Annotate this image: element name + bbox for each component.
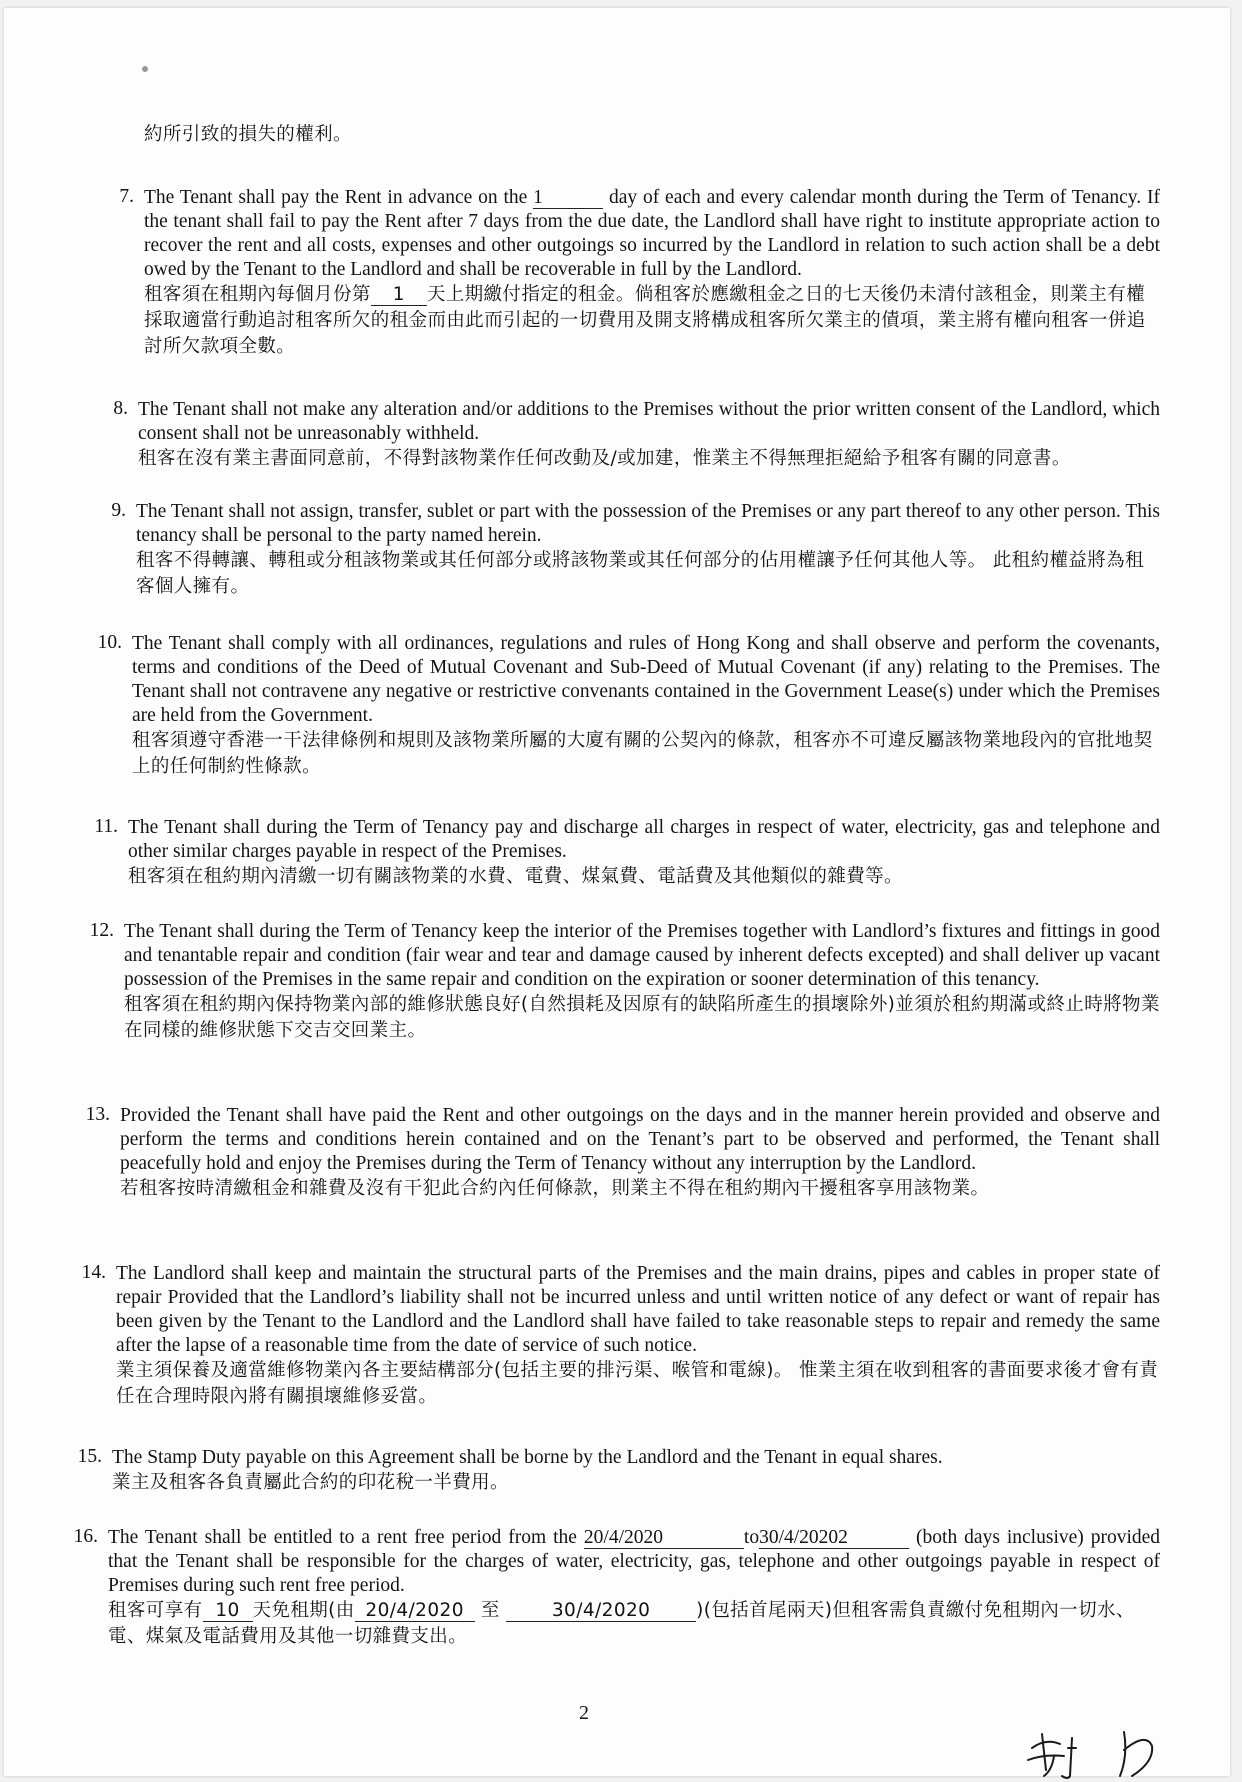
clause-english: The Tenant shall comply with all ordinances, regulations and rules of Hong Kong and shall observe and perform the covenants, terms and conditions of the Deed of Mutual Covenant and Sub-Deed of Mutual Covenant (if any) relating to the Premises. The Tenant shall not contravene any negative or restrictive convenants contained in the Government Lease(s) under which the Premises are held from the Government. [132, 633, 1160, 726]
clause-number: 13. [85, 1104, 110, 1125]
clause-12 [89, 920, 1160, 1044]
intro-continuation: 約所引致的損失的權利。 [144, 124, 352, 145]
clause-chinese: 租客須遵守香港一干法律條例和規則及該物業所屬的大廈有關的公契內的條款，租客亦不可違反屬該物業地段內的官批地契上的任何制約性條款。 [132, 730, 1153, 777]
signature-mark [1024, 1726, 1184, 1782]
clause-chinese: 業主須保養及適當維修物業內各主要結構部分(包括主要的排污渠、喉管和電線)。 惟業主須在收到租客的書面要求後才會有責任在合理時限內將有關損壞維修妥當。 [116, 1360, 1159, 1407]
clause-8 [113, 398, 1160, 472]
clause-chinese: 租客須在租約期內保持物業內部的維修狀態良好(自然損耗及因原有的缺陷所產生的損壞除外)並須於租約期滿或終止時將物業在同樣的維修狀態下交吉交回業主。 [124, 994, 1160, 1041]
clause-english: The Stamp Duty payable on this Agreement shall be borne by the Landlord and the Tenant in equal shares. [112, 1447, 943, 1468]
clause-chinese: 租客須在租約期內清繳一切有關該物業的水費、電費、煤氣費、電話費及其他類似的雜費等。 [128, 866, 903, 887]
rent-free-days-field: 10 [203, 1601, 253, 1622]
clause-7 [119, 186, 1160, 360]
clause-number: 10. [97, 632, 122, 653]
clause-14 [81, 1262, 1160, 1410]
clause-chinese: 租客在沒有業主書面同意前，不得對該物業作任何改動及/或加建，惟業主不得無理拒絕給予租客有關的同意書。 [138, 448, 1071, 469]
clause-english: The Tenant shall not assign, transfer, sublet or part with the possession of the Premises or any part thereof to any other person. This tenancy shall be personal to the party named herein. [136, 501, 1160, 546]
rent-day-field-zh: 1 [371, 285, 427, 306]
clause-english: Provided the Tenant shall have paid the Rent and other outgoings on the days and in the manner herein provided and observe and perform the terms and conditions herein contained and on the Tenant’s part to be observed and performed, the Tenant shall peacefully hold and enjoy the Premises during the Term of Tenancy without any interruption by the Landlord. [120, 1105, 1160, 1174]
rent-free-to-field-zh: 30/4/2020 [506, 1601, 696, 1622]
clause-english: The Tenant shall not make any alteration and/or additions to the Premises without the prior written consent of the Landlord, which consent shall not be unreasonably withheld. [138, 399, 1160, 444]
clause-english: The Tenant shall during the Term of Tenancy keep the interior of the Premises together with Landlord’s fixtures and fittings in good and tenantable repair and condition (fair wear and tear and damage caused by inherent defects excepted) and shall deliver up vacant possession of the Premises in the same repair and condition on the expiration or sooner determination of this tenancy. [124, 921, 1160, 990]
clause-number: 11. [94, 816, 118, 837]
clause-english: The Tenant shall be entitled to a rent free period from the 20/4/2020 to30/4/20202 (both days inclusive) provided that the Tenant shall be responsible for the charges of water, electricity, gas, telephone and other outgoings payable in respect of Premises during such rent free period. [108, 1527, 1161, 1596]
clause-number: 15. [77, 1446, 102, 1467]
clause-chinese: 租客須在租期內每個月份第 1 天上期繳付指定的租金。倘租客於應繳租金之日的七天後仍未清付該租金，則業主有權採取適當行動追討租客所欠的租金而由此而引起的一切費用及開支將構成租客所欠業主的債項，業主將有權向租客一併追討所欠款項全數。 [144, 284, 1146, 357]
clause-13 [85, 1104, 1160, 1202]
clause-chinese: 租客不得轉讓、轉租或分租該物業或其任何部分或將該物業或其任何部分的佔用權讓予任何其他人等。 此租約權益將為租客個人擁有。 [136, 550, 1144, 597]
clause-9 [111, 500, 1160, 600]
document-page [4, 8, 1230, 1776]
clause-number: 7. [119, 186, 134, 207]
clause-number: 14. [81, 1262, 106, 1283]
rent-free-from-field: 20/4/2020 [584, 1528, 744, 1549]
clause-chinese: 業主及租客各負責屬此合約的印花稅一半費用。 [112, 1472, 509, 1493]
clause-11 [94, 816, 1160, 890]
clause-english: The Landlord shall keep and maintain the structural parts of the Premises and the main drains, pipes and cables in proper state of repair Provided that the Landlord’s liability shall not be incurred unless and until written notice of any defect or want of repair has been given by the Tenant to the Landlord and the Landlord shall have failed to take reasonable steps to repair and remedy the same after the lapse of a reasonable time from the date of service of such notice. [116, 1263, 1160, 1356]
clause-number: 16. [73, 1526, 98, 1547]
clause-15 [77, 1446, 1160, 1496]
clause-number: 8. [113, 398, 128, 419]
rent-day-field: 1 [533, 188, 603, 209]
clause-english: The Tenant shall pay the Rent in advance on the 1 day of each and every calendar month during the Term of Tenancy. If the tenant shall fail to pay the Rent after 7 days from the due date, the Landlord shall have right to institute appropriate action to recover the rent and all costs, expenses and other outgoings so incurred by the Landlord in relation to such action shall be a debt owed by the Tenant to the Landlord and shall be recoverable in full by the Landlord. [144, 187, 1160, 280]
rent-free-from-field-zh: 20/4/2020 [355, 1601, 475, 1622]
clause-10 [97, 632, 1160, 780]
clause-number: 9. [111, 500, 126, 521]
clause-english: The Tenant shall during the Term of Tenancy pay and discharge all charges in respect of water, electricity, gas and telephone and other similar charges payable in respect of the Premises. [128, 817, 1160, 862]
scan-mark [142, 66, 148, 72]
clause-chinese: 若租客按時清繳租金和雜費及沒有干犯此合約內任何條款，則業主不得在租約期內干擾租客享用該物業。 [120, 1178, 990, 1199]
clause-number: 12. [89, 920, 114, 941]
page-number: 2 [579, 1702, 589, 1724]
clause-chinese: 租客可享有 10 天免租期(由 20/4/2020 至 30/4/2020 )(包括首尾兩天)但租客需負責繳付免租期內一切水、電、煤氣及電話費用及其他一切雜費支出。 [108, 1600, 1135, 1647]
rent-free-to-field: 30/4/20202 [759, 1528, 909, 1549]
clause-16 [73, 1526, 1161, 1650]
